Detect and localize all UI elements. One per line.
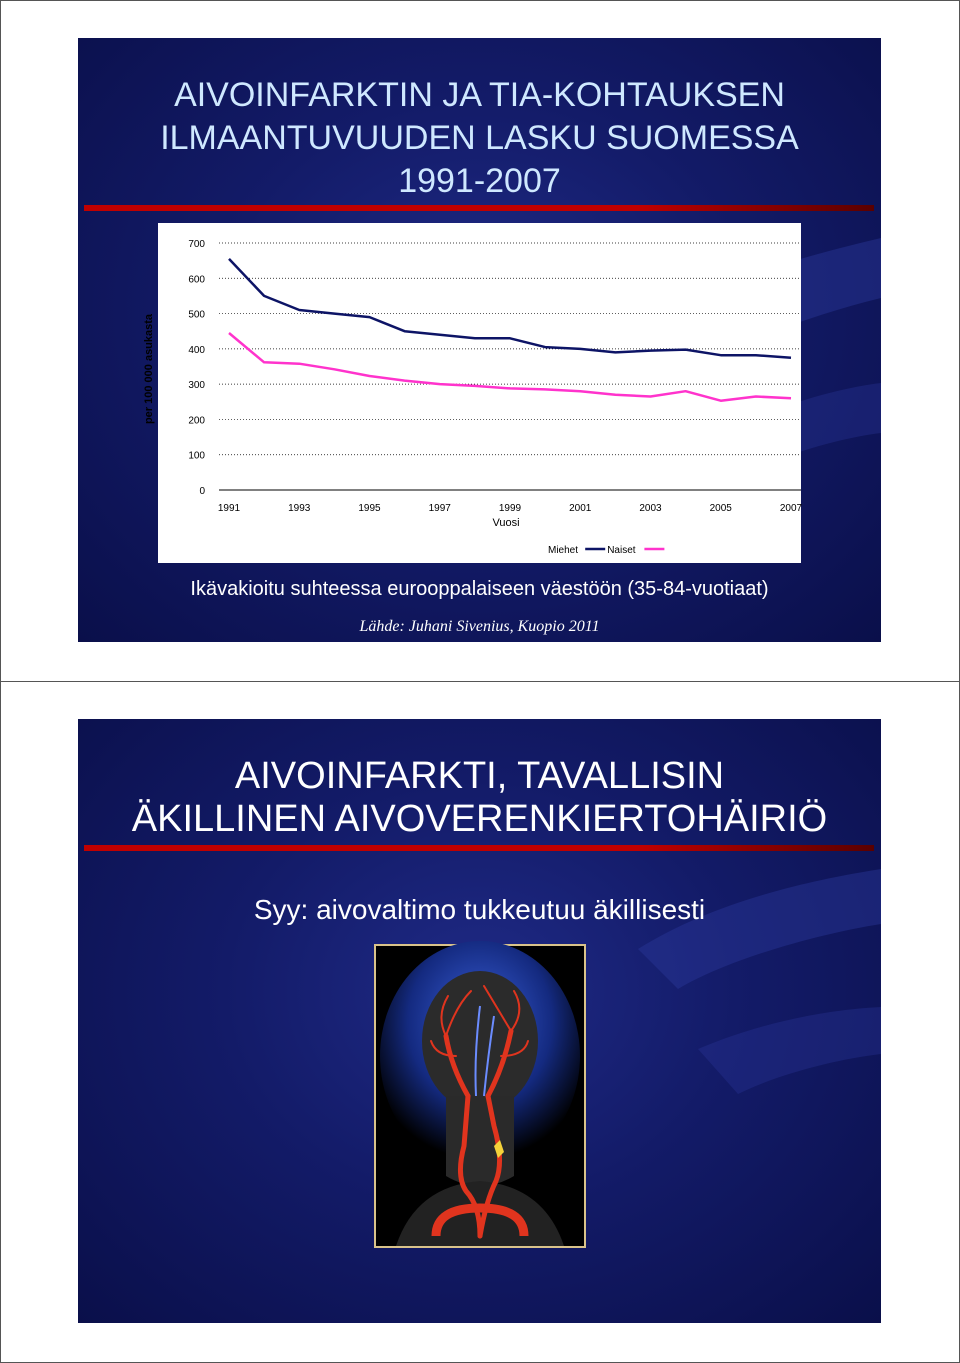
series-layer <box>229 259 791 401</box>
x-tick-label-2003: 2003 <box>639 503 662 514</box>
legend-label-naiset: Naiset <box>607 545 636 556</box>
y-axis-label: per 100 000 asukasta <box>143 313 155 425</box>
x-tick-label-1991: 1991 <box>217 503 241 514</box>
x-tick-label-1999: 1999 <box>498 503 522 514</box>
head-arteries-illustration <box>374 944 586 1248</box>
y-tick-label-500: 500 <box>188 309 205 321</box>
x-tick-label-2007: 2007 <box>779 503 803 514</box>
y-tick-label-200: 200 <box>188 415 205 427</box>
y-tick-label-400: 400 <box>188 344 205 356</box>
incidence-chart <box>143 223 803 563</box>
grid-layer <box>219 243 801 455</box>
title-line-1: AIVOINFARKTI, TAVALLISIN <box>234 755 725 797</box>
brain-vessels-image <box>376 946 584 1246</box>
title-line-3: 1991-2007 <box>398 162 561 200</box>
x-tick-label-1997: 1997 <box>428 503 451 514</box>
x-axis-label: Vuosi <box>492 517 520 529</box>
age-standardized-note: Ikävakioitu suhteessa eurooppalaiseen väestöön (35-84-vuotiaat) <box>190 578 769 600</box>
y-tick-label-300: 300 <box>188 380 205 392</box>
y-tick-label-700: 700 <box>188 239 205 250</box>
axis-layer <box>188 239 802 514</box>
series-line-miehet <box>229 259 791 358</box>
y-tick-label-600: 600 <box>188 274 205 286</box>
source-citation: Lähde: Juhani Sivenius, Kuopio 2011 <box>359 618 600 635</box>
y-tick-label-100: 100 <box>188 450 205 462</box>
y-tick-label-0: 0 <box>199 486 205 497</box>
slide-2 <box>78 719 881 1323</box>
legend-label-miehet: Miehet <box>548 545 579 556</box>
slide-2-title <box>78 755 881 841</box>
title-line-2: ILMAANTUVUUDEN LASKU SUOMESSA <box>160 119 799 157</box>
accent-bar <box>84 205 874 211</box>
slide-1-title <box>78 74 881 203</box>
x-tick-label-2001: 2001 <box>569 503 592 514</box>
cause-subtitle: Syy: aivovaltimo tukkeutuu äkillisesti <box>253 894 706 925</box>
slide-1 <box>78 38 881 642</box>
legend-layer <box>548 545 664 556</box>
x-tick-label-2005: 2005 <box>709 503 732 514</box>
series-line-naiset <box>229 333 791 401</box>
title-line-1: AIVOINFARKTIN JA TIA-KOHTAUKSEN <box>174 76 785 114</box>
chart-svg <box>143 223 803 563</box>
accent-bar <box>84 845 874 851</box>
x-tick-label-1993: 1993 <box>288 503 311 514</box>
x-tick-label-1995: 1995 <box>358 503 381 514</box>
title-line-2: ÄKILLINEN AIVOVERENKIERTOHÄIRIÖ <box>131 798 828 840</box>
